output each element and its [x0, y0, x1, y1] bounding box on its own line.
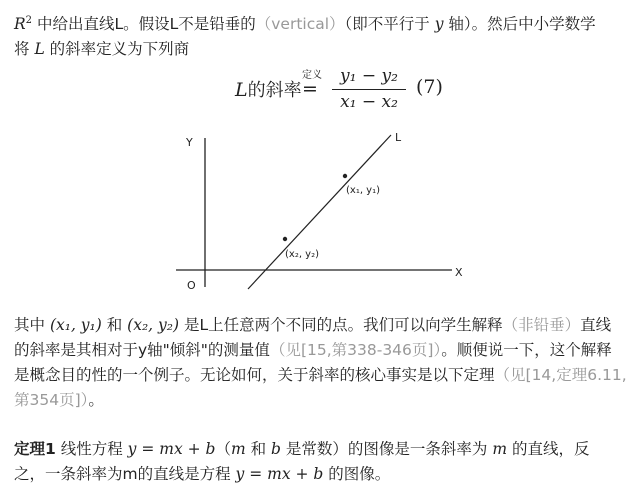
vertical-gloss: （vertical）: [255, 15, 345, 34]
point1-expression: (x₁, y₁): [49, 316, 102, 334]
explanation-text: 其中: [14, 316, 50, 334]
explanation-line-1: [14, 313, 628, 338]
theorem-text: 线性方程: [55, 440, 128, 458]
l-symbol: L: [34, 40, 45, 59]
y-symbol: y: [434, 15, 444, 34]
theorem-text: （: [215, 440, 231, 458]
b-symbol: b: [271, 440, 281, 458]
explanation-text: 是概念目的性的一个例子。无论如何，关于斜率的核心事实是以下定理: [14, 366, 495, 384]
intro-line2-rest: 的斜率定义为下列商: [44, 40, 190, 59]
intro-text-3: 轴）。然后中小学数学: [443, 15, 596, 34]
theorem-line-1: [14, 437, 628, 462]
theorem-text: 的图像。: [323, 465, 391, 483]
intro-line2-prefix: 将: [14, 40, 35, 59]
point-1: [343, 174, 347, 178]
equation-l: L: [235, 79, 248, 101]
defined-label: 定义: [302, 70, 322, 81]
equation-lhs-text: 的斜率: [247, 80, 302, 101]
point2-expression: (x₂, y₂): [127, 316, 180, 334]
line-label: L: [395, 131, 402, 144]
explanation-line-4: [14, 388, 628, 413]
m-symbol: m: [492, 440, 508, 458]
explanation-text: 的斜率是其相对于y轴"倾斜"的测量值: [14, 341, 270, 359]
equals-sign: =: [302, 78, 318, 100]
reference-15: （见[15,第338-346页]）: [269, 341, 442, 359]
linear-equation: y = mx + b: [127, 440, 216, 458]
m-symbol: m: [230, 440, 246, 458]
explanation-line-2: [14, 338, 628, 363]
equation-number: (7): [416, 76, 443, 98]
reference-14-page: 第354页]）: [14, 391, 89, 409]
intro-text-2: （即不平行于: [344, 15, 435, 34]
linear-equation: y = mx + b: [235, 465, 324, 483]
explanation-text: 直线: [580, 316, 612, 334]
theorem-1: [14, 437, 628, 487]
point1-label: (x₁, y₁): [346, 185, 381, 196]
explanation-text: 和: [101, 316, 128, 334]
point-2: [283, 237, 287, 241]
explanation-text: 是L上任意两个不同的点。我们可以向学生解释: [179, 316, 503, 334]
line-l: [248, 135, 391, 289]
fraction-denominator: x₁ − x₂: [340, 92, 398, 112]
non-vertical-gloss: （非铅垂）: [502, 316, 581, 334]
explanation-paragraph: [14, 313, 628, 413]
r-symbol: R: [14, 15, 26, 34]
reference-14: （见[14,定理6.11,: [494, 366, 627, 384]
theorem-text: 和: [245, 440, 272, 458]
theorem-label: 定理1: [14, 440, 56, 458]
explanation-line-3: [14, 363, 628, 388]
explanation-text: 。顺便说一下，这个解释: [441, 341, 612, 359]
origin-label: O: [187, 279, 196, 292]
theorem-text: 的直线，反: [507, 440, 590, 458]
intro-text-1: 中给出直线L。假设L不是铅垂的: [32, 15, 256, 34]
r-exponent: 2: [25, 15, 33, 26]
explanation-text: 。: [88, 391, 104, 409]
x-axis-label: X: [455, 266, 463, 279]
theorem-line-2: [14, 462, 628, 487]
y-axis-label: Y: [186, 136, 193, 149]
theorem-text: 之，一条斜率为m的直线是方程: [14, 465, 236, 483]
fraction-numerator: y₁ − y₂: [340, 66, 398, 86]
theorem-text: 是常数）的图像是一条斜率为: [280, 440, 493, 458]
point2-label: (x₂, y₂): [285, 249, 320, 260]
